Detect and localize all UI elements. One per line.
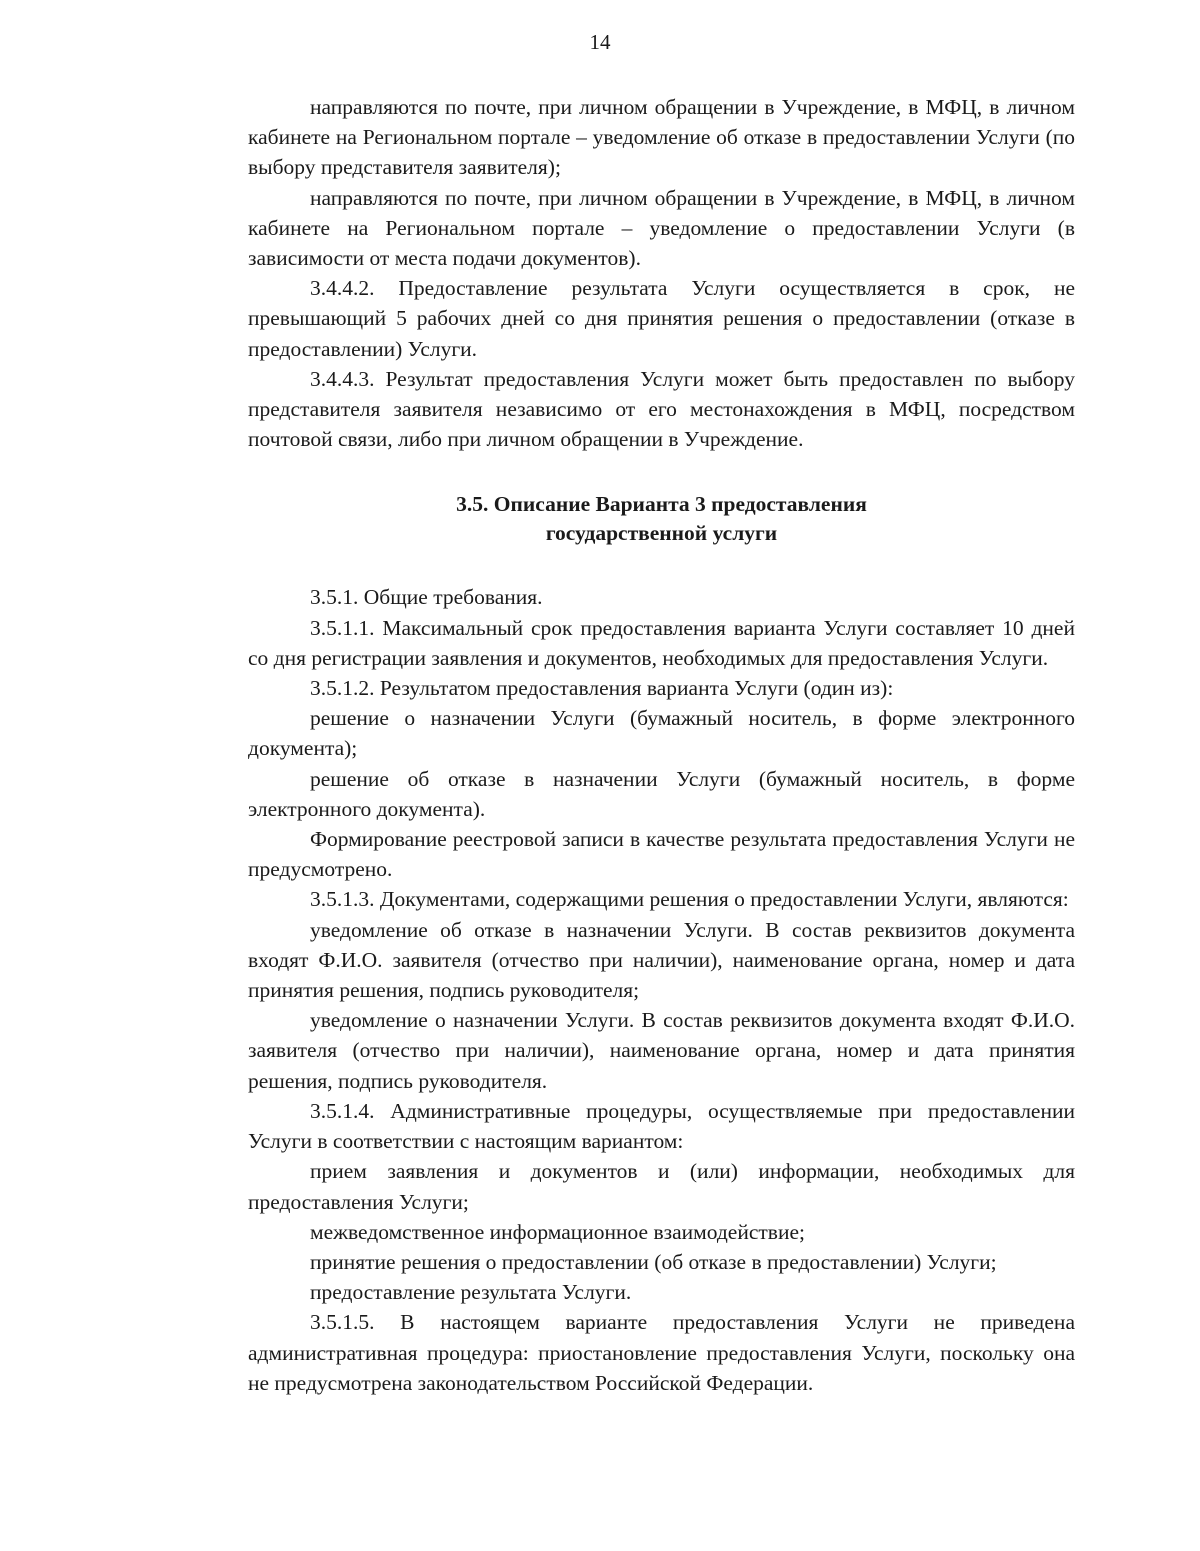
- section-heading-line-1: 3.5. Описание Варианта 3 предоставления: [456, 492, 867, 517]
- paragraph: прием заявления и документов и (или) информации, необходимых для предоставления Услуги;: [248, 1159, 1075, 1214]
- paragraph: уведомление об отказе в назначении Услуги. В состав реквизитов документа входят Ф.И.О. заявителя (отчество при наличии), наименование органа, номер и дата принятия решения, подпись руководителя;: [248, 917, 1075, 1003]
- paragraph: решение о назначении Услуги (бумажный носитель, в форме электронного документа);: [248, 706, 1075, 761]
- paragraph: уведомление о назначении Услуги. В состав реквизитов документа входят Ф.И.О. заявителя (отчество при наличии), наименование органа, номер и дата принятия решения, подпись руководителя.: [248, 1008, 1075, 1093]
- paragraph: направляются по почте, при личном обращении в Учреждение, в МФЦ, в личном кабинете на Региональном портале – уведомление о предоставлении Услуги (в зависимости от места подачи документов).: [248, 185, 1075, 271]
- page-number: 14: [589, 30, 611, 54]
- paragraph: 3.5.1.3. Документами, содержащими решения о предоставлении Услуги, являются:: [310, 887, 1069, 912]
- paragraph: предоставление результата Услуги.: [310, 1280, 632, 1305]
- paragraph: 3.5.1.4. Административные процедуры, осуществляемые при предоставлении Услуги в соответствии с настоящим вариантом:: [248, 1098, 1075, 1154]
- paragraph: 3.4.4.3. Результат предоставления Услуги может быть предоставлен по выбору представителя заявителя независимо от его местонахождения в МФЦ, посредством почтовой связи, либо при личном обращении в Учреждение.: [248, 366, 1075, 452]
- paragraph: межведомственное информационное взаимодействие;: [310, 1219, 805, 1244]
- paragraph: принятие решения о предоставлении (об отказе в предоставлении) Услуги;: [310, 1249, 997, 1274]
- paragraph: 3.4.4.2. Предоставление результата Услуги осуществляется в срок, не превышающий 5 рабочих дней со дня принятия решения о предоставлении (отказе в предоставлении) Услуги.: [248, 276, 1075, 361]
- document-body: [248, 92, 1075, 1398]
- paragraph: Формирование реестровой записи в качестве результата предоставления Услуги не предусмотрено.: [248, 827, 1075, 882]
- paragraph: 3.5.1.5. В настоящем варианте предоставления Услуги не приведена административная процедура: приостановление предоставления Услуги, поскольку она не предусмотрена законодательством Российской Федерации.: [248, 1310, 1075, 1395]
- section-heading: [248, 490, 1075, 548]
- section-heading-line-2: государственной услуги: [545, 521, 778, 546]
- paragraph: 3.5.1.1. Максимальный срок предоставления варианта Услуги составляет 10 дней со дня регистрации заявления и документов, необходимых для предоставления Услуги.: [248, 615, 1075, 670]
- paragraph: 3.5.1.2. Результатом предоставления варианта Услуги (один из):: [310, 676, 894, 701]
- paragraph: решение об отказе в назначении Услуги (бумажный носитель, в форме электронного документа).: [248, 766, 1075, 821]
- paragraph: направляются по почте, при личном обращении в Учреждение, в МФЦ, в личном кабинете на Региональном портале – уведомление об отказе в предоставлении Услуги (по выбору представителя заявителя);: [248, 95, 1075, 180]
- paragraph: 3.5.1. Общие требования.: [310, 585, 543, 610]
